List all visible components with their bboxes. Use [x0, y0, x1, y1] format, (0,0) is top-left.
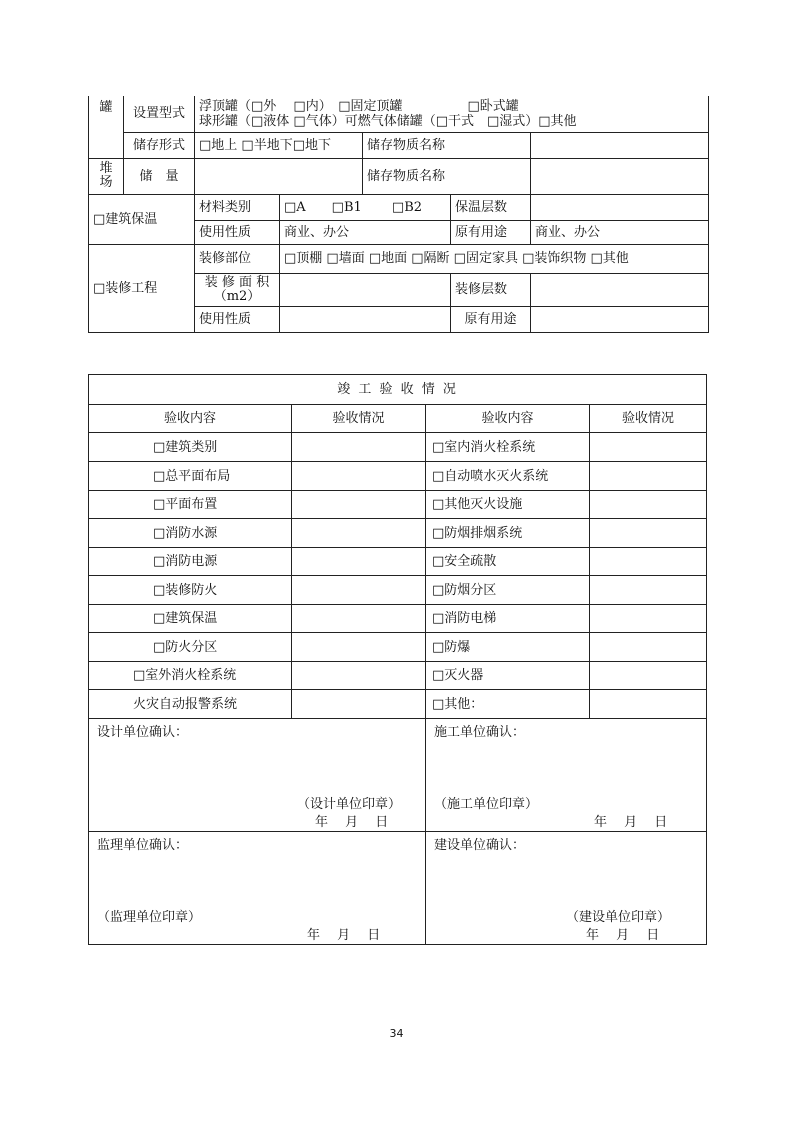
yard-label: [89, 158, 124, 194]
acceptance-status-right[interactable]: [590, 576, 707, 605]
design-seal: （设计单位印章）: [297, 797, 402, 812]
decoration-row-1: [89, 244, 709, 273]
acceptance-status-left[interactable]: [292, 576, 426, 605]
acceptance-item-left: □室外消火栓系统: [89, 662, 292, 690]
acceptance-row: [89, 519, 707, 548]
tank-stored-material-value: [531, 132, 709, 158]
acceptance-item-left: □总平面布局: [89, 462, 292, 491]
acceptance-status-right[interactable]: [590, 662, 707, 690]
owner-seal: （建设单位印章）: [566, 910, 671, 925]
decoration-area-label-1: 装 修 面 积: [204, 274, 270, 290]
acceptance-item-right: □防烟排烟系统: [426, 519, 590, 548]
acceptance-item-left: □防火分区: [89, 633, 292, 662]
material-class-label: 材料类别: [195, 194, 280, 220]
acceptance-status-left[interactable]: [292, 633, 426, 662]
confirm-row-1: [89, 719, 707, 832]
owner-confirm-cell: [426, 832, 707, 945]
acceptance-item-left: □消防水源: [89, 519, 292, 548]
storage-form-label: 储存形式: [124, 132, 195, 158]
acceptance-status-right[interactable]: [590, 690, 707, 719]
page-number: 34: [389, 1027, 404, 1040]
decoration-area-label: [195, 273, 280, 306]
confirm-row-2: [89, 832, 707, 945]
acceptance-item-left: □建筑保温: [89, 605, 292, 633]
acceptance-item-right: □室内消火栓系统: [426, 433, 590, 462]
material-class-options: □A □B1 □B2: [280, 194, 451, 220]
header-content-1: 验收内容: [89, 405, 292, 433]
decoration-original-use-value: [531, 306, 709, 332]
construction-confirm-label: 施工单位确认：: [434, 725, 526, 740]
decoration-parts-label: 装修部位: [195, 244, 280, 273]
insulation-layers-value: [531, 194, 709, 220]
acceptance-status-right[interactable]: [590, 519, 707, 548]
decoration-area-value: [280, 273, 451, 306]
building-info-table: [88, 96, 709, 333]
owner-date: 年 月 日: [586, 928, 660, 943]
construction-confirm-cell: [426, 719, 707, 832]
construction-seal: （施工单位印章）: [434, 797, 539, 812]
setting-type-line1: 浮顶罐（□外 □内） □固定顶罐 □卧式罐: [199, 98, 519, 114]
acceptance-row: [89, 491, 707, 519]
insulation-layers-label: 保温层数: [451, 194, 531, 220]
supervision-confirm-cell: [89, 832, 426, 945]
acceptance-item-right: □消防电梯: [426, 605, 590, 633]
acceptance-item-left: □消防电源: [89, 548, 292, 576]
header-status-1: 验收情况: [292, 405, 426, 433]
tank-label: 罐: [89, 96, 124, 158]
tank-setting-row: [89, 96, 709, 132]
decoration-parts-options: □顶棚 □墙面 □地面 □隔断 □固定家具 □装饰织物 □其他: [280, 244, 709, 273]
acceptance-item-left: □建筑类别: [89, 433, 292, 462]
acceptance-status-left[interactable]: [292, 662, 426, 690]
header-content-2: 验收内容: [426, 405, 590, 433]
acceptance-row: [89, 633, 707, 662]
supervision-date: 年 月 日: [307, 928, 381, 943]
decoration-label: □装修工程: [89, 244, 195, 332]
insulation-use-nature-label: 使用性质: [195, 220, 280, 244]
storage-amount-label: 储 量: [124, 158, 195, 194]
acceptance-item-left: □装修防火: [89, 576, 292, 605]
acceptance-row: [89, 462, 707, 491]
insulation-label: □建筑保温: [89, 194, 195, 244]
acceptance-status-left[interactable]: [292, 605, 426, 633]
acceptance-status-right[interactable]: [590, 633, 707, 662]
acceptance-header-row: [89, 405, 707, 433]
yard-label-1: 堆: [99, 161, 113, 176]
acceptance-status-left[interactable]: [292, 519, 426, 548]
acceptance-item-right: □防烟分区: [426, 576, 590, 605]
acceptance-title-row: [89, 375, 707, 405]
design-confirm-label: 设计单位确认：: [97, 725, 189, 740]
acceptance-item-right: □其他：: [426, 690, 590, 719]
acceptance-status-right[interactable]: [590, 605, 707, 633]
supervision-confirm-label: 监理单位确认：: [97, 838, 189, 853]
acceptance-item-right: □其他灭火设施: [426, 491, 590, 519]
decoration-area-label-2: （m2）: [213, 288, 261, 304]
acceptance-row: [89, 576, 707, 605]
yard-stored-material-label: 储存物质名称: [363, 158, 531, 194]
acceptance-status-right[interactable]: [590, 548, 707, 576]
insulation-original-use-label: 原有用途: [451, 220, 531, 244]
acceptance-item-right: □自动喷水灭火系统: [426, 462, 590, 491]
storage-amount-value: [195, 158, 363, 194]
setting-type-options: [195, 96, 709, 132]
acceptance-status-left[interactable]: [292, 433, 426, 462]
construction-date: 年 月 日: [594, 815, 668, 830]
yard-stored-material-value: [531, 158, 709, 194]
yard-row: [89, 158, 709, 194]
decoration-use-nature-value: [280, 306, 451, 332]
acceptance-status-right[interactable]: [590, 491, 707, 519]
acceptance-row: [89, 690, 707, 719]
acceptance-item-right: □灭火器: [426, 662, 590, 690]
acceptance-title: 竣 工 验 收 情 况: [89, 375, 707, 405]
acceptance-item-right: □安全疏散: [426, 548, 590, 576]
acceptance-status-left[interactable]: [292, 548, 426, 576]
acceptance-status-left[interactable]: [292, 491, 426, 519]
acceptance-status-right[interactable]: [590, 462, 707, 491]
supervision-seal: （监理单位印章）: [97, 910, 202, 925]
storage-form-options: □地上 □半地下□地下: [195, 132, 363, 158]
header-status-2: 验收情况: [590, 405, 707, 433]
setting-type-label: 设置型式: [124, 96, 195, 132]
acceptance-item-left: □平面布置: [89, 491, 292, 519]
acceptance-row: [89, 605, 707, 633]
setting-type-line2: 球形罐（□液体 □气体）可燃气体储罐（□干式 □湿式）□其他: [199, 113, 577, 129]
decoration-floors-label: 装修层数: [451, 273, 531, 306]
yard-label-2: 场: [99, 175, 113, 190]
insulation-row-1: [89, 194, 709, 220]
acceptance-row: [89, 662, 707, 690]
acceptance-status-left[interactable]: [292, 462, 426, 491]
owner-confirm-label: 建设单位确认：: [434, 838, 526, 853]
insulation-use-nature-value: 商业、办公: [280, 220, 451, 244]
design-confirm-cell: [89, 719, 426, 832]
decoration-original-use-label: 原有用途: [451, 306, 531, 332]
decoration-floors-value: [531, 273, 709, 306]
acceptance-table: [88, 374, 707, 945]
acceptance-item-right: □防爆: [426, 633, 590, 662]
acceptance-row: [89, 548, 707, 576]
insulation-original-use-value: 商业、办公: [531, 220, 709, 244]
acceptance-status-right[interactable]: [590, 433, 707, 462]
acceptance-row: [89, 433, 707, 462]
storage-form-row: [89, 132, 709, 158]
acceptance-status-left[interactable]: [292, 690, 426, 719]
design-date: 年 月 日: [315, 815, 389, 830]
decoration-use-nature-label: 使用性质: [195, 306, 280, 332]
tank-stored-material-label: 储存物质名称: [363, 132, 531, 158]
acceptance-item-left: 火灾自动报警系统: [89, 690, 292, 719]
